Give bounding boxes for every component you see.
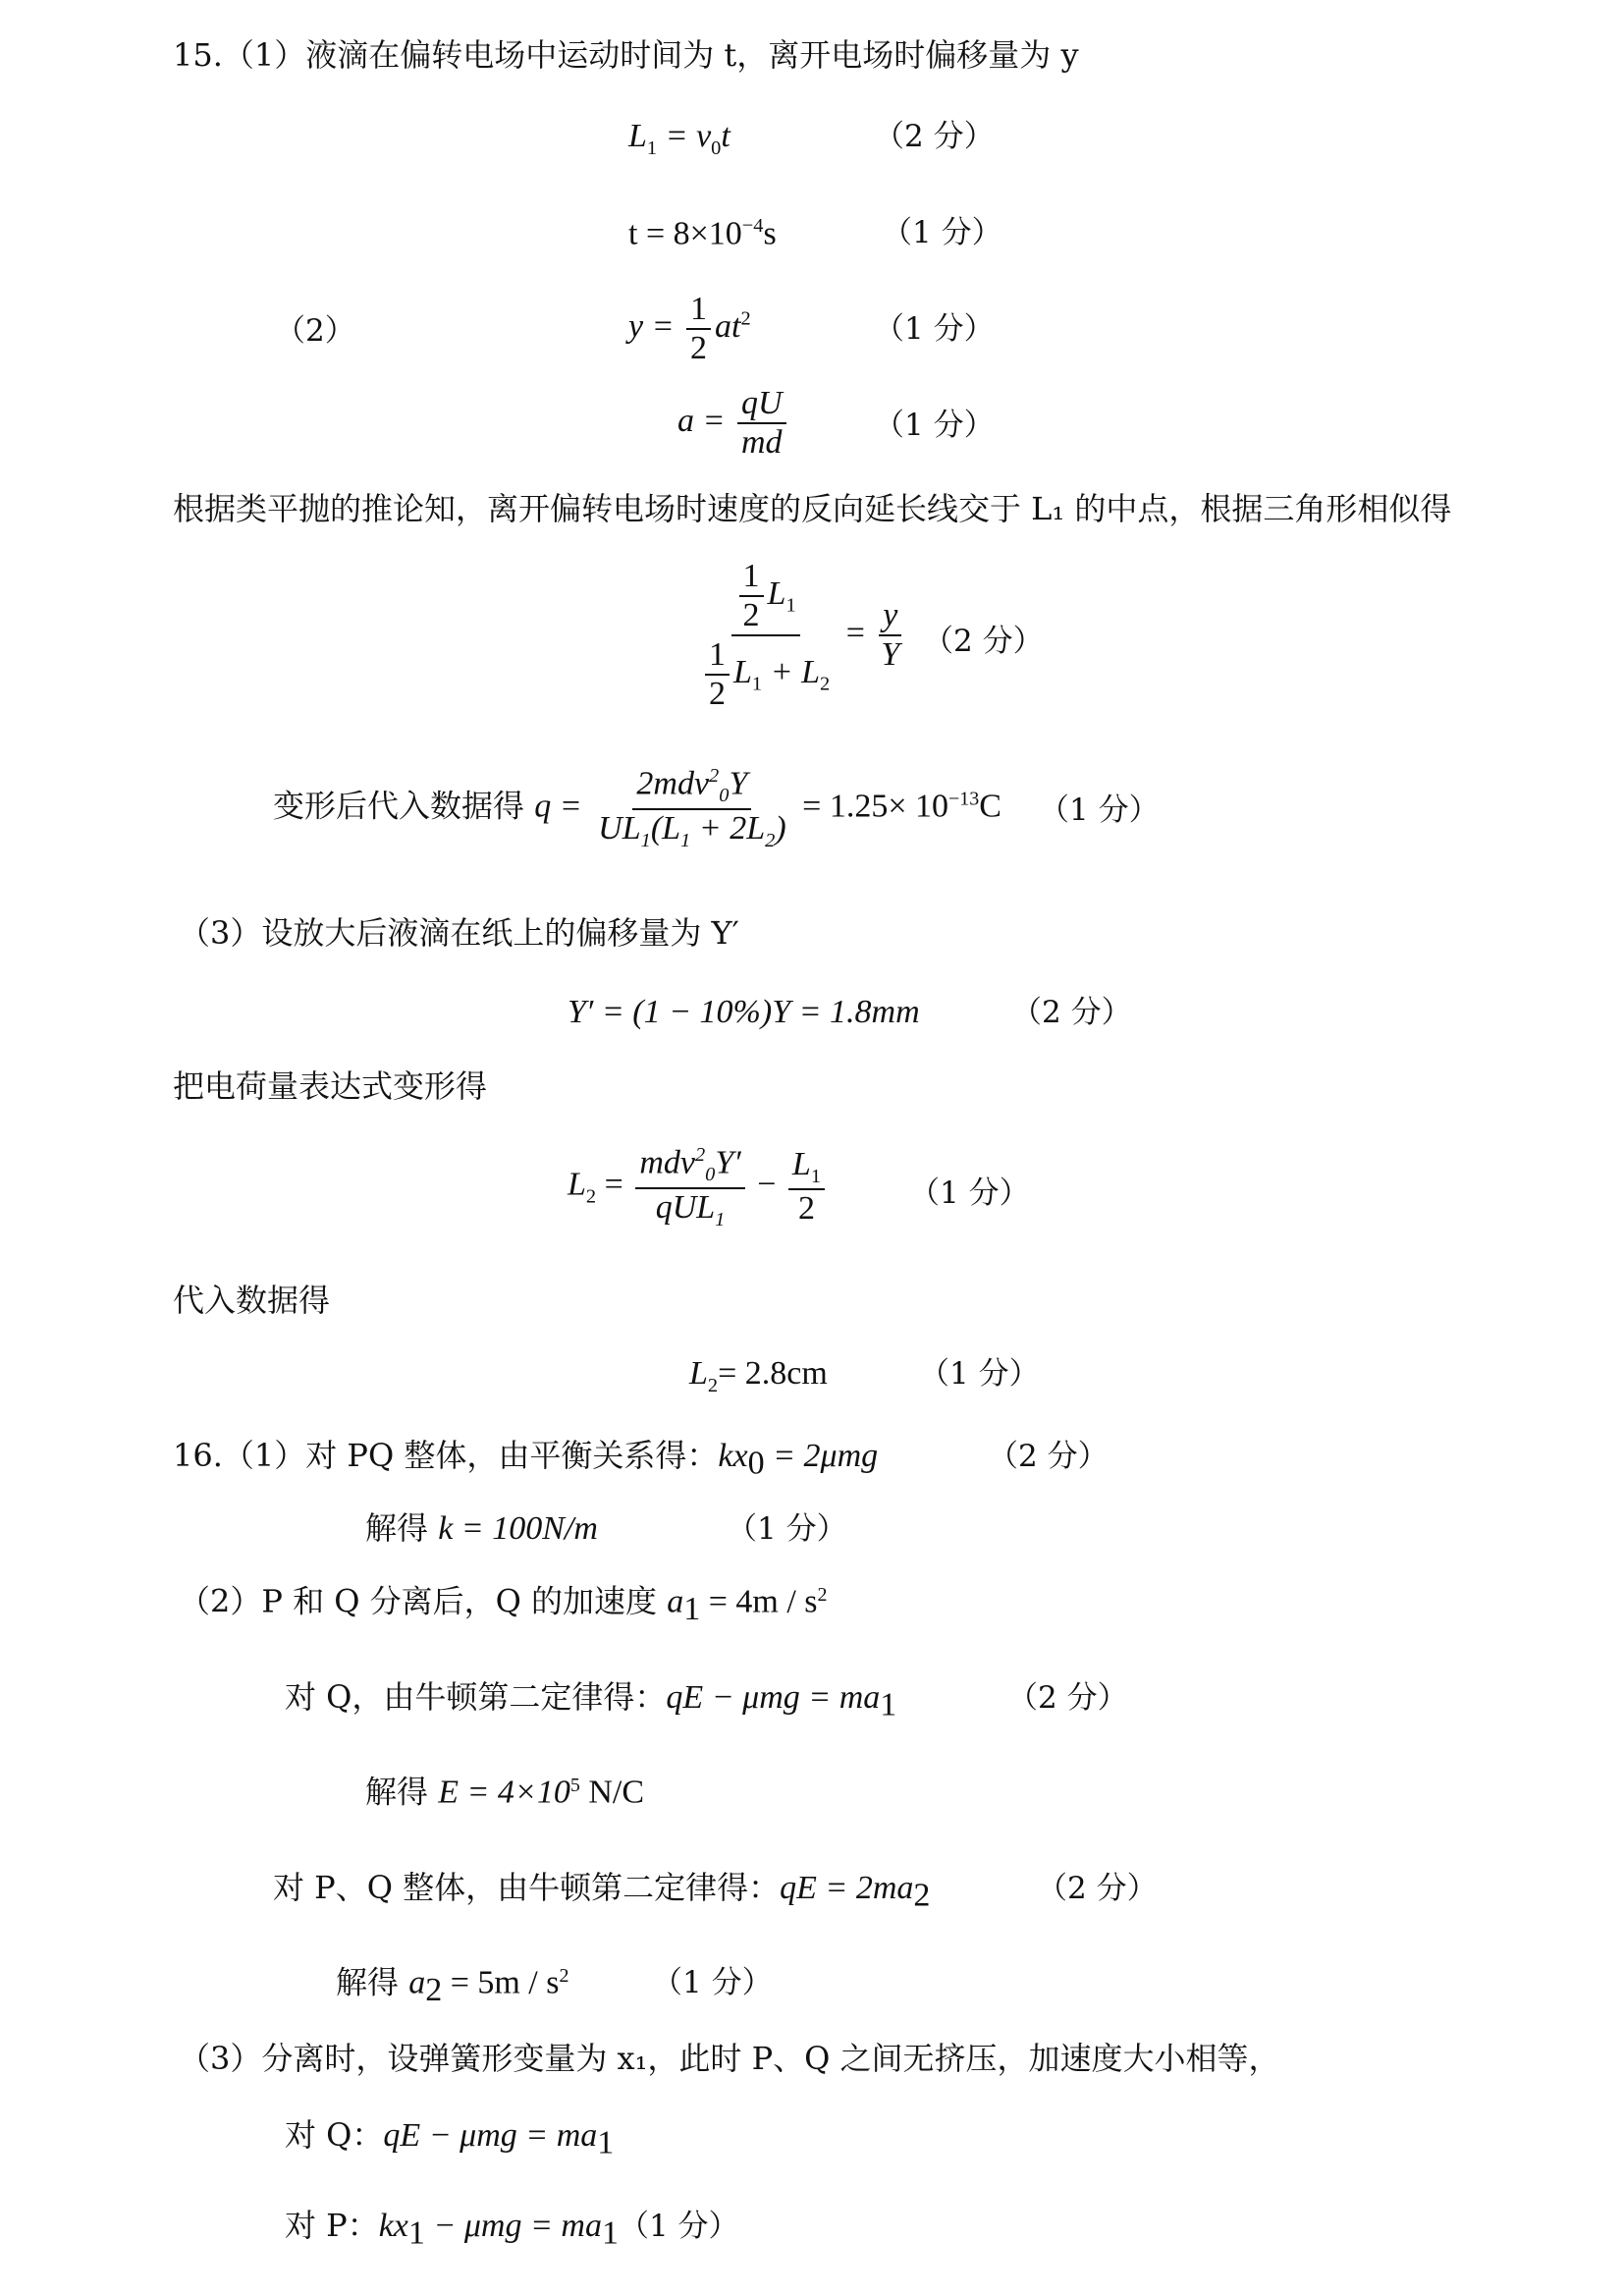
q15-eq-y-score: （1 分） — [874, 311, 995, 347]
q15-eq-a: a = $\frac{qU}{md}$ — [677, 387, 790, 460]
q16-eq1-score: （2 分） — [988, 1439, 1109, 1474]
q16-sol-E: 解得 $E = 4\times 10^5$ N/C — [365, 1773, 645, 1811]
q16-eq-Q2: 对 Q：qE − $\mu mg = ma_1$ — [285, 2116, 615, 2161]
q15-eq-t: $t = 8\times 10^{-4}s$ — [628, 215, 777, 252]
q16-sol-a2-score: （1 分） — [652, 1965, 773, 2000]
q16-part3: （3）分离时，设弹簧形变量为 x₁，此时 P、Q 之间无挤压，加速度大小相等， — [179, 2040, 1280, 2077]
q16-eq-PQ-score: （2 分） — [1037, 1871, 1158, 1906]
q15-eq-Yprime: Y′ = (1 − 10%)Y = 1.8mm — [568, 994, 920, 1030]
q15-eq-l1-score: （2 分） — [874, 119, 995, 154]
q15-substitute-line: 代入数据得 — [173, 1282, 331, 1319]
fraction-half: $\frac{1}{2}$ — [686, 293, 711, 365]
q15-eq-l1: $L_1 = v_0t$ — [628, 118, 730, 159]
q16-eq-P: 对 P：$kx_1 - \mu mg = ma_1(1$ 分） — [285, 2207, 739, 2252]
q16-sol-k: 解得 k = 100N/m — [365, 1509, 598, 1547]
q16-sol-k-score: （1 分） — [727, 1511, 847, 1547]
q15-part2-label: （2） — [275, 313, 355, 349]
q15-eq-L2-value-score: （1 分） — [919, 1356, 1040, 1392]
fraction-q: $\frac{2mdv^2_0Y}{UL_1(L_1 + 2L_2)}$ — [598, 765, 786, 851]
q16-heading: 16.（1）对 PQ 整体，由平衡关系得：$kx_0 = 2\mu mg$ — [173, 1437, 879, 1482]
q16-eq-PQ: 对 P、Q 整体，由牛顿第二定律得：qE = $2ma_2$ — [273, 1869, 931, 1914]
q15-reasoning: 根据类平抛的推论知，离开偏转电场时速度的反向延长线交于 L₁ 的中点，根据三角形相似得 — [173, 490, 1452, 527]
q15-heading: 15.（1）液滴在偏转电场中运动时间为 t，离开电场时偏移量为 y — [173, 36, 1079, 74]
q15-part3: （3）设放大后液滴在纸上的偏移量为 Y′ — [179, 914, 739, 952]
q16-part2: （2）P 和 Q 分离后，Q 的加速度 $a_1 = 4m / s^2$ — [179, 1582, 828, 1628]
q15-eq-q-score: （1 分） — [1039, 793, 1160, 828]
fraction-qU-md: $\frac{qU}{md}$ — [737, 387, 786, 460]
q15-eq-Yprime-score: （2 分） — [1011, 995, 1132, 1030]
q15-eq-t-score: （1 分） — [882, 215, 1002, 250]
q15-transform-line: 把电荷量表达式变形得 — [173, 1067, 488, 1105]
q15-eq-similar: $\frac{1}{2}$ $L_1$ $\frac{1}{2}$ $L_1 + L_2$ = $\frac{y}{Y}$ — [693, 560, 907, 711]
q16-eq-Q: 对 Q，由牛顿第二定律得：qE − $\mu mg = ma_1$ — [285, 1678, 897, 1723]
q15-eq-L2: $L_2$ = $\frac{mdv^2_0Y'}{qUL_1}$ − $\frac{L_1}{2}$ — [568, 1145, 829, 1230]
q15-eq-a-score: （1 分） — [874, 408, 995, 443]
fraction-compound: $\frac{1}{2}$ $L_1$ $\frac{1}{2}$ $L_1 + L_2$ — [697, 560, 834, 711]
q15-eq-L2-score: （1 分） — [909, 1175, 1030, 1211]
q16-eq-Q-score: （2 分） — [1007, 1680, 1128, 1716]
q16-sol-a2: 解得 $a_2 = 5m / s^2$ — [336, 1963, 569, 2009]
q15-eq-similar-score: （2 分） — [923, 624, 1044, 659]
q15-eq-q: 变形后代入数据得 q = $\frac{2mdv^2_0Y}{UL_1(L_1 + 2L_2)}$ = $1.25\times 10^{-13}C$ — [273, 765, 1001, 851]
q15-eq-y: y = $\frac{1}{2}$ $at^2$ — [628, 291, 751, 366]
q15-eq-L2-value: $L_2= 2.8cm$ — [689, 1355, 828, 1396]
